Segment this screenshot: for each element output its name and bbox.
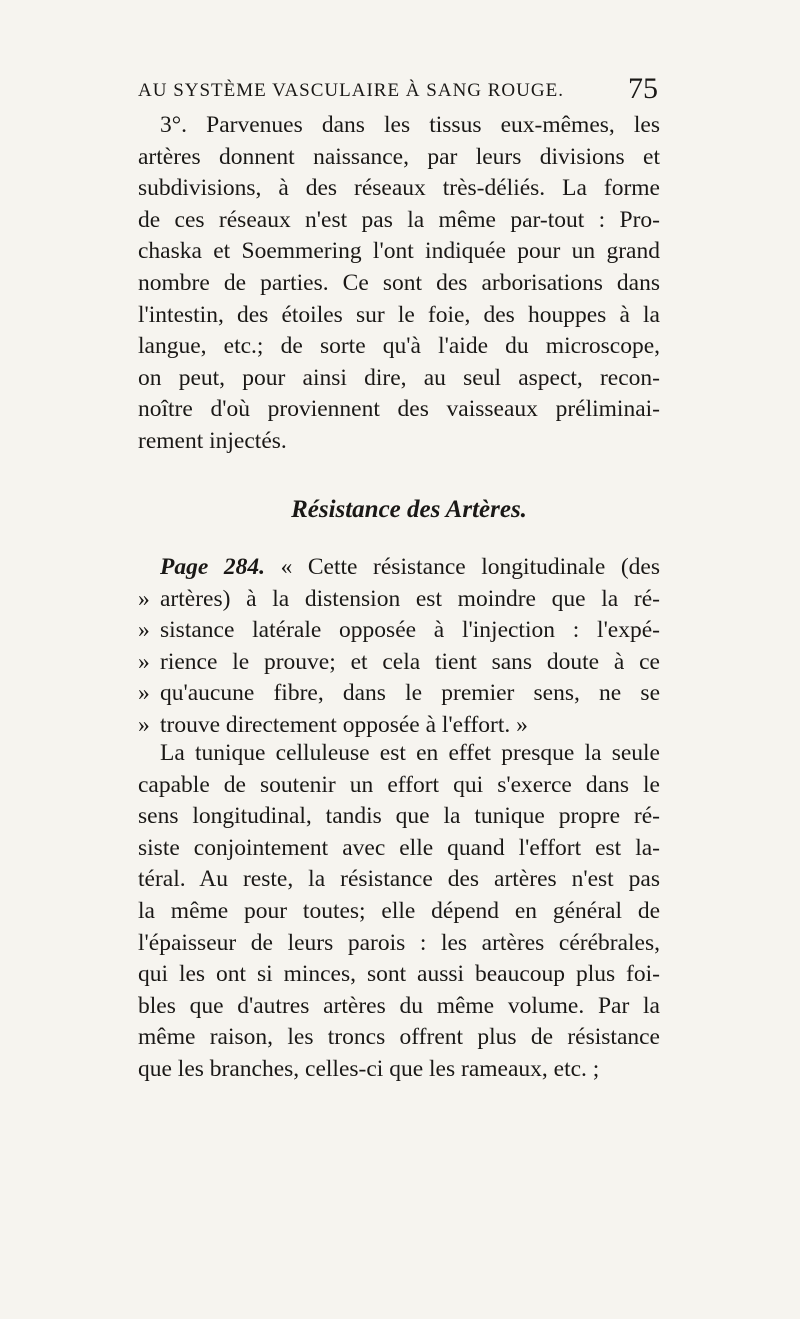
- text-line: langue, etc.; de sorte qu'à l'aide du microscope,: [138, 333, 660, 360]
- paragraph-tunic-resistance: [138, 738, 660, 1086]
- page-header: [138, 74, 658, 110]
- text-line: l'intestin, des étoiles sur le foie, des houppes à la: [138, 301, 660, 328]
- running-title: AU SYSTÈME VASCULAIRE À SANG ROUGE.: [138, 80, 564, 101]
- guillemet-mark: »: [138, 617, 150, 644]
- quote-line-row: [138, 584, 660, 616]
- quote-line: trouve directement opposée à l'effort. »: [160, 711, 528, 738]
- text-line: capable de soutenir un effort qui s'exerce dans le: [138, 771, 660, 798]
- page-reference: Page 284.: [160, 554, 265, 580]
- guillemet-mark: »: [138, 648, 150, 675]
- text-line: même raison, les troncs offrent plus de résistance: [138, 1024, 660, 1051]
- text-line: subdivisions, à des réseaux très-déliés. La forme: [138, 175, 660, 202]
- text-line: l'épaisseur de leurs parois : les artères cérébrales,: [138, 929, 660, 956]
- text-line: chaska et Soemmering l'ont indiquée pour un grand: [138, 238, 660, 265]
- text-line: sens longitudinal, tandis que la tunique propre ré-: [138, 803, 660, 830]
- section-title: Résistance des Artères.: [291, 496, 527, 523]
- quote-first-line: [138, 552, 660, 584]
- text-line: nombre de parties. Ce sont des arborisations dans: [138, 269, 660, 296]
- text-line: rement injectés.: [138, 427, 287, 454]
- paragraph-arterial-networks: [138, 110, 660, 458]
- page-number: 75: [628, 72, 658, 105]
- text-line: on peut, pour ainsi dire, au seul aspect, recon-: [138, 364, 660, 391]
- quote-line: qu'aucune fibre, dans le premier sens, ne se: [160, 680, 660, 707]
- text-line: la même pour toutes; elle dépend en général de: [138, 897, 660, 924]
- text-line: La tunique celluleuse est en effet presque la seule: [160, 740, 660, 766]
- text-line: noître d'où proviennent des vaisseaux préliminai-: [138, 396, 660, 423]
- text-line: que les branches, celles-ci que les rameaux, etc. ;: [138, 1055, 600, 1082]
- text-line: siste conjointement avec elle quand l'effort est la-: [138, 834, 660, 861]
- text-line: artères donnent naissance, par leurs divisions et: [138, 143, 660, 170]
- quote-line: sistance latérale opposée à l'injection : l'expé-: [160, 617, 660, 644]
- text-line: 3°. Parvenues dans les tissus eux-mêmes, les: [160, 112, 660, 138]
- quote-line-row: [138, 647, 660, 679]
- text-line: téral. Au reste, la résistance des artères n'est pas: [138, 866, 660, 893]
- quote-line-row: [138, 678, 660, 710]
- guillemet-mark: »: [138, 711, 150, 738]
- quote-line-row: [138, 615, 660, 647]
- quote-line: rience le prouve; et cela tient sans doute à ce: [160, 648, 660, 675]
- guillemet-mark: »: [138, 680, 150, 707]
- quote-line-row: [138, 710, 660, 742]
- text-line: bles que d'autres artères du même volume. Par la: [138, 992, 660, 1019]
- quotation-block: [138, 552, 660, 742]
- quote-line: artères) à la distension est moindre que la ré-: [160, 585, 660, 612]
- guillemet-mark: »: [138, 585, 150, 612]
- quote-line: « Cette résistance longitudinale (des: [280, 554, 660, 580]
- text-line: qui les ont si minces, sont aussi beaucoup plus foi-: [138, 961, 660, 988]
- text-line: de ces réseaux n'est pas la même par-tout : Pro-: [138, 206, 660, 233]
